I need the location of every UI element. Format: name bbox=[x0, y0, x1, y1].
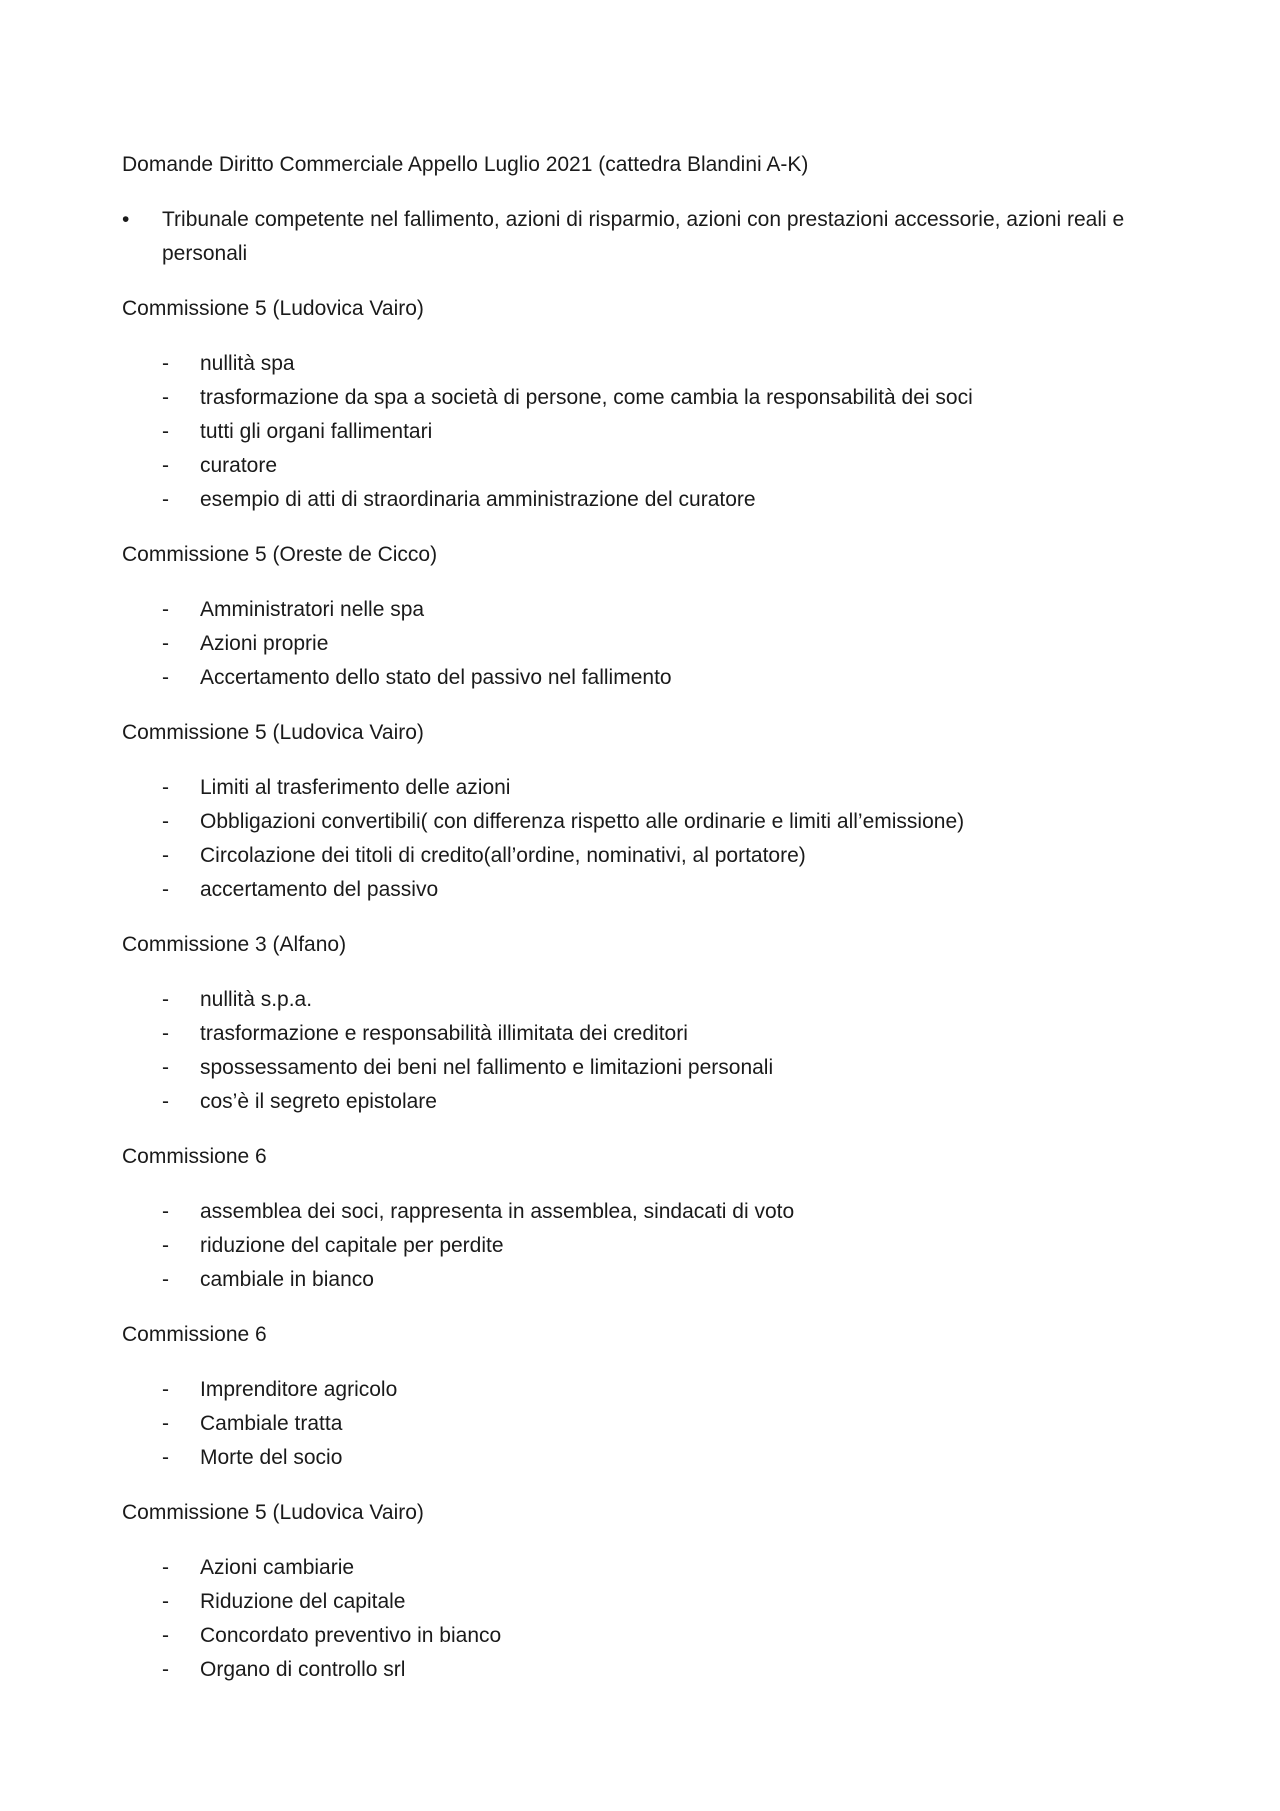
question-item bbox=[122, 839, 1172, 873]
dash-icon: - bbox=[162, 632, 169, 655]
question-text: accertamento del passivo bbox=[200, 878, 439, 901]
dash-icon: - bbox=[162, 878, 169, 901]
dash-icon: - bbox=[162, 1234, 169, 1257]
question-text: trasformazione da spa a società di persone, come cambia la responsabilità dei soci bbox=[200, 386, 973, 409]
question-list bbox=[122, 347, 1172, 517]
question-item bbox=[122, 1551, 1172, 1585]
question-text: curatore bbox=[200, 454, 278, 477]
dash-icon: - bbox=[162, 352, 169, 375]
dash-icon: - bbox=[162, 1412, 169, 1435]
question-list bbox=[122, 983, 1172, 1119]
dash-icon: - bbox=[162, 1624, 169, 1647]
dash-icon: - bbox=[162, 810, 169, 833]
section-heading: Commissione 5 (Ludovica Vairo) bbox=[122, 721, 424, 744]
question-item bbox=[122, 593, 1172, 627]
dash-icon: - bbox=[162, 1200, 169, 1223]
question-item bbox=[122, 483, 1172, 517]
dash-icon: - bbox=[162, 666, 169, 689]
intro-bullet-text: Tribunale competente nel fallimento, azioni di risparmio, azioni con prestazioni accessorie, azioni reali e personali bbox=[162, 208, 1125, 265]
dash-icon: - bbox=[162, 1268, 169, 1291]
dash-icon: - bbox=[162, 1022, 169, 1045]
question-text: Amministratori nelle spa bbox=[200, 598, 425, 621]
dash-icon: - bbox=[162, 988, 169, 1011]
question-text: nullità spa bbox=[200, 352, 295, 375]
document-page bbox=[122, 148, 1172, 1708]
question-item bbox=[122, 381, 1172, 415]
dash-icon: - bbox=[162, 1090, 169, 1113]
question-text: riduzione del capitale per perdite bbox=[200, 1234, 504, 1257]
question-text: Imprenditore agricolo bbox=[200, 1378, 398, 1401]
dash-icon: - bbox=[162, 1590, 169, 1613]
dash-icon: - bbox=[162, 844, 169, 867]
question-text: Concordato preventivo in bianco bbox=[200, 1624, 502, 1647]
question-item bbox=[122, 1263, 1172, 1297]
dash-icon: - bbox=[162, 1556, 169, 1579]
question-list bbox=[122, 593, 1172, 695]
question-item bbox=[122, 627, 1172, 661]
dash-icon: - bbox=[162, 488, 169, 511]
question-text: Obbligazioni convertibili( con differenza rispetto alle ordinarie e limiti all’emissione) bbox=[200, 810, 965, 833]
question-list bbox=[122, 1551, 1172, 1687]
intro-bullet-list bbox=[122, 203, 1172, 271]
dash-icon: - bbox=[162, 1056, 169, 1079]
question-list bbox=[122, 771, 1172, 907]
question-item bbox=[122, 1619, 1172, 1653]
question-text: Morte del socio bbox=[200, 1446, 343, 1469]
dash-icon: - bbox=[162, 386, 169, 409]
question-text: Riduzione del capitale bbox=[200, 1590, 406, 1613]
question-text: cambiale in bianco bbox=[200, 1268, 374, 1291]
question-item bbox=[122, 1051, 1172, 1085]
question-text: Organo di controllo srl bbox=[200, 1658, 406, 1681]
question-item bbox=[122, 1085, 1172, 1119]
question-item bbox=[122, 1441, 1172, 1475]
question-text: Cambiale tratta bbox=[200, 1412, 343, 1435]
section-heading: Commissione 6 bbox=[122, 1145, 267, 1168]
question-text: trasformazione e responsabilità illimitata dei creditori bbox=[200, 1022, 688, 1045]
question-item bbox=[122, 661, 1172, 695]
question-text: Accertamento dello stato del passivo nel fallimento bbox=[200, 666, 672, 689]
question-text: spossessamento dei beni nel fallimento e limitazioni personali bbox=[200, 1056, 774, 1079]
question-item bbox=[122, 1373, 1172, 1407]
question-item bbox=[122, 1229, 1172, 1263]
question-item bbox=[122, 449, 1172, 483]
question-item bbox=[122, 983, 1172, 1017]
section-heading: Commissione 6 bbox=[122, 1323, 267, 1346]
question-text: esempio di atti di straordinaria amministrazione del curatore bbox=[200, 488, 756, 511]
question-list bbox=[122, 1373, 1172, 1475]
question-list bbox=[122, 1195, 1172, 1297]
question-item bbox=[122, 771, 1172, 805]
section-heading: Commissione 3 (Alfano) bbox=[122, 933, 347, 956]
section-heading: Commissione 5 (Ludovica Vairo) bbox=[122, 1501, 424, 1524]
question-text: tutti gli organi fallimentari bbox=[200, 420, 433, 443]
question-text: Azioni proprie bbox=[200, 632, 329, 655]
question-item bbox=[122, 415, 1172, 449]
dash-icon: - bbox=[162, 420, 169, 443]
question-item bbox=[122, 1653, 1172, 1687]
question-text: Azioni cambiarie bbox=[200, 1556, 355, 1579]
question-item bbox=[122, 1407, 1172, 1441]
question-item bbox=[122, 873, 1172, 907]
question-item bbox=[122, 805, 1172, 839]
question-item bbox=[122, 1017, 1172, 1051]
dash-icon: - bbox=[162, 776, 169, 799]
bullet-icon: • bbox=[122, 208, 130, 231]
document-title: Domande Diritto Commerciale Appello Luglio 2021 (cattedra Blandini A-K) bbox=[122, 153, 809, 176]
question-text: Circolazione dei titoli di credito(all’ordine, nominativi, al portatore) bbox=[200, 844, 806, 867]
dash-icon: - bbox=[162, 1446, 169, 1469]
question-text: assemblea dei soci, rappresenta in assemblea, sindacati di voto bbox=[200, 1200, 795, 1223]
section-heading: Commissione 5 (Oreste de Cicco) bbox=[122, 543, 438, 566]
question-item bbox=[122, 1585, 1172, 1619]
question-text: cos’è il segreto epistolare bbox=[200, 1090, 437, 1113]
question-item bbox=[122, 347, 1172, 381]
question-text: nullità s.p.a. bbox=[200, 988, 313, 1011]
dash-icon: - bbox=[162, 454, 169, 477]
section-heading: Commissione 5 (Ludovica Vairo) bbox=[122, 297, 424, 320]
dash-icon: - bbox=[162, 1658, 169, 1681]
question-text: Limiti al trasferimento delle azioni bbox=[200, 776, 511, 799]
sections-container bbox=[122, 292, 1172, 1687]
question-item bbox=[122, 1195, 1172, 1229]
dash-icon: - bbox=[162, 1378, 169, 1401]
dash-icon: - bbox=[162, 598, 169, 621]
intro-bullet-item bbox=[122, 203, 1172, 271]
